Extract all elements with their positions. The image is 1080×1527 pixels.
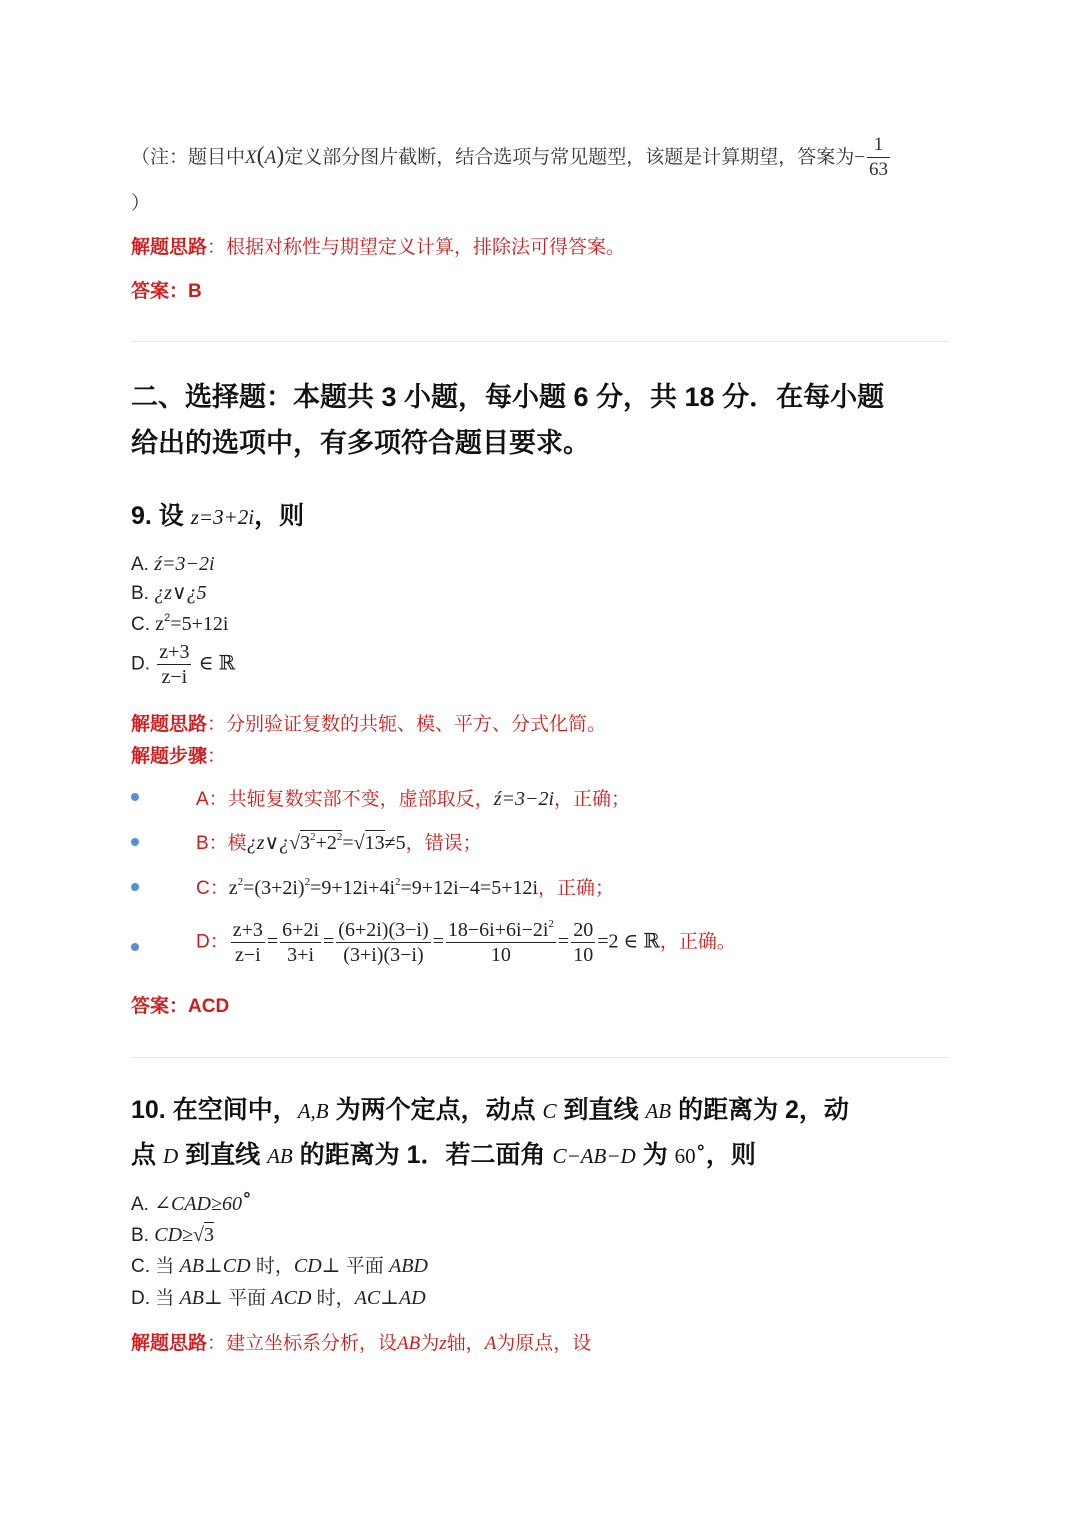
- q10-option-d: D. 当 AB⊥ 平面 ACD 时，AC⊥AD: [131, 1287, 426, 1309]
- bullet-c: [131, 883, 139, 891]
- note-line: （注：题目中X(A)定义部分图片截断，结合选项与常见题型，该题是计算期望，答案为− $\frac{1}{63}$: [131, 134, 888, 181]
- question-10-title: 10. 在空间中，A,B 为两个定点，动点 C 到直线 AB 的距离为 2，动 点 D 到直线 AB 的距离为 1．若二面角 C−AB−D 为 60∘，则: [131, 1096, 849, 1169]
- note-prefix: （注：题目中: [131, 147, 246, 168]
- q8-tip: 解题思路：根据对称性与期望定义计算，排除法可得答案。: [131, 237, 626, 258]
- note-fraction: $\frac{1}{63}$: [868, 134, 888, 181]
- q9-step-d: D： $\frac{z+3}{z-i}$ = $\frac{6+2i}{3+i}$ = $\frac{(6+2i)(3-i)}{(3+i)(3-i)}$ = $\frac{18-6i+6i-2i^2}{10}$ = $\frac{20}{10}$ =2 ∈ ℝ，正确。: [196, 918, 736, 966]
- note-close: ）: [131, 193, 151, 214]
- section-heading: 二、选择题：本题共 3 小题，每小题 6 分，共 18 分．在每小题 给出的选项中，有多项符合题目要求。: [131, 382, 885, 458]
- q9-option-a: A. ź=3−2i: [131, 553, 215, 575]
- divider-2: [131, 1057, 949, 1058]
- bullet-b: [131, 838, 139, 846]
- q9-answer: 答案：ACD: [131, 996, 230, 1017]
- note-middle: 定义部分图片截断，结合选项与常见题型，该题是计算期望，答案为: [284, 147, 855, 168]
- bullet-a: [131, 793, 139, 801]
- note-var: X: [245, 147, 257, 168]
- q8-answer: 答案：B: [131, 281, 202, 302]
- q10-option-a: A. ∠CAD≥60∘: [131, 1184, 252, 1215]
- divider: [131, 341, 949, 342]
- q10-tip: 解题思路：建立坐标系分析，设AB为z轴，A为原点，设: [131, 1333, 592, 1354]
- q9-steps-label: 解题步骤：: [131, 746, 227, 767]
- q9-option-d: D. $\frac{z+3}{z-i}$ ∈ ℝ: [131, 641, 236, 688]
- q9-step-b: B：模¿$z\vee¿√3^2+2^2=√13\ne 5$，错误；: [196, 831, 482, 854]
- q9-tip: 解题思路：分别验证复数的共轭、模、平方、分式化简。: [131, 714, 607, 735]
- q9-option-b: B. ¿z∨¿5: [131, 582, 207, 604]
- q9-step-a: A：共轭复数实部不变，虚部取反，ź=3−2i，正确；: [196, 788, 631, 810]
- q9-step-c: C：$z^2=(3+2i)^2=9+12i+4i^2=9+12i-4=5+12i$，正确；: [196, 876, 615, 899]
- q10-option-b: B. CD≥√3: [131, 1224, 214, 1246]
- question-9-title: 9. 设 z=3+2i，则: [131, 502, 305, 530]
- bullet-d: [131, 943, 139, 951]
- q9-option-c: C. $z^2=5+12i$: [131, 612, 229, 635]
- q10-option-c: C. 当 AB⊥CD 时，CD⊥ 平面 ABD: [131, 1255, 428, 1277]
